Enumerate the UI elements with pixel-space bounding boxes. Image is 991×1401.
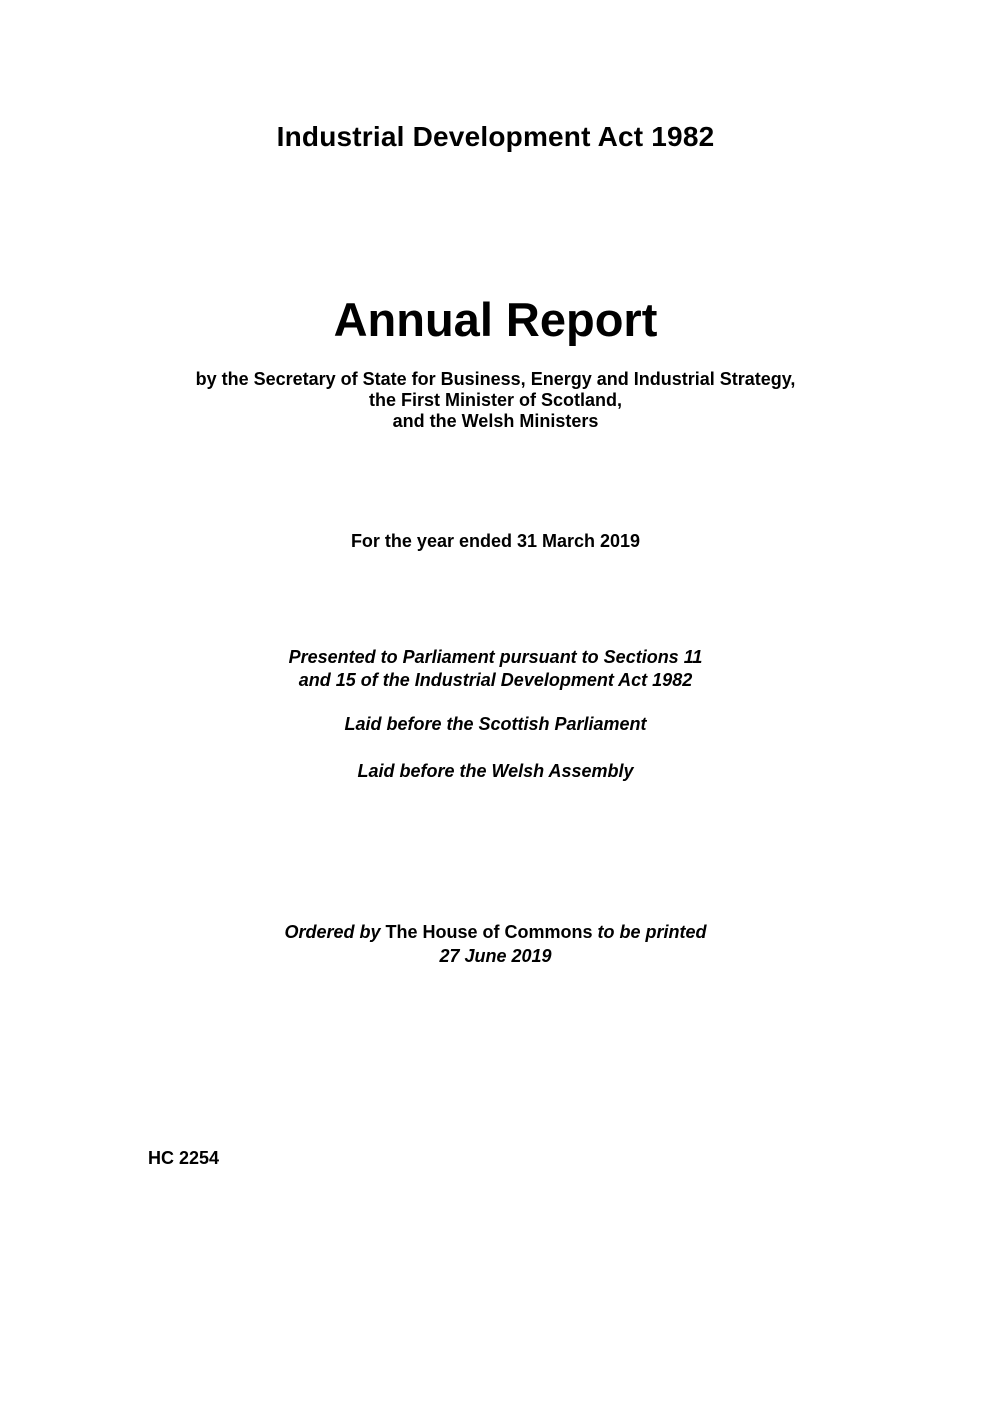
ordered-by-block [0,920,991,968]
laid-scottish-parliament-line: Laid before the Scottish Parliament [344,714,647,734]
presented-block [0,646,991,692]
hc-number: HC 2254 [148,1148,220,1168]
year-ended-line: For the year ended 31 March 2019 [350,531,641,551]
attribution-line-3: and the Welsh Ministers [392,411,599,431]
ordered-by-suffix: to be printed [592,922,707,942]
presented-line-1: Presented to Parliament pursuant to Sections 11 [288,647,703,667]
ordered-by-body: The House of Commons [385,922,593,942]
ordered-by-prefix: Ordered by [284,922,386,942]
attribution-line-1: by the Secretary of State for Business, Energy and Industrial Strategy, [195,369,796,389]
attribution-block [0,369,991,432]
act-title: Industrial Development Act 1982 [276,121,715,152]
main-title: Annual Report [333,293,658,346]
ordered-by-date: 27 June 2019 [439,946,552,966]
presented-line-2: and 15 of the Industrial Development Act 1982 [298,670,693,690]
laid-welsh-assembly-line: Laid before the Welsh Assembly [357,761,634,781]
ordered-by-line [0,920,991,944]
attribution-line-2: the First Minister of Scotland, [368,390,623,410]
